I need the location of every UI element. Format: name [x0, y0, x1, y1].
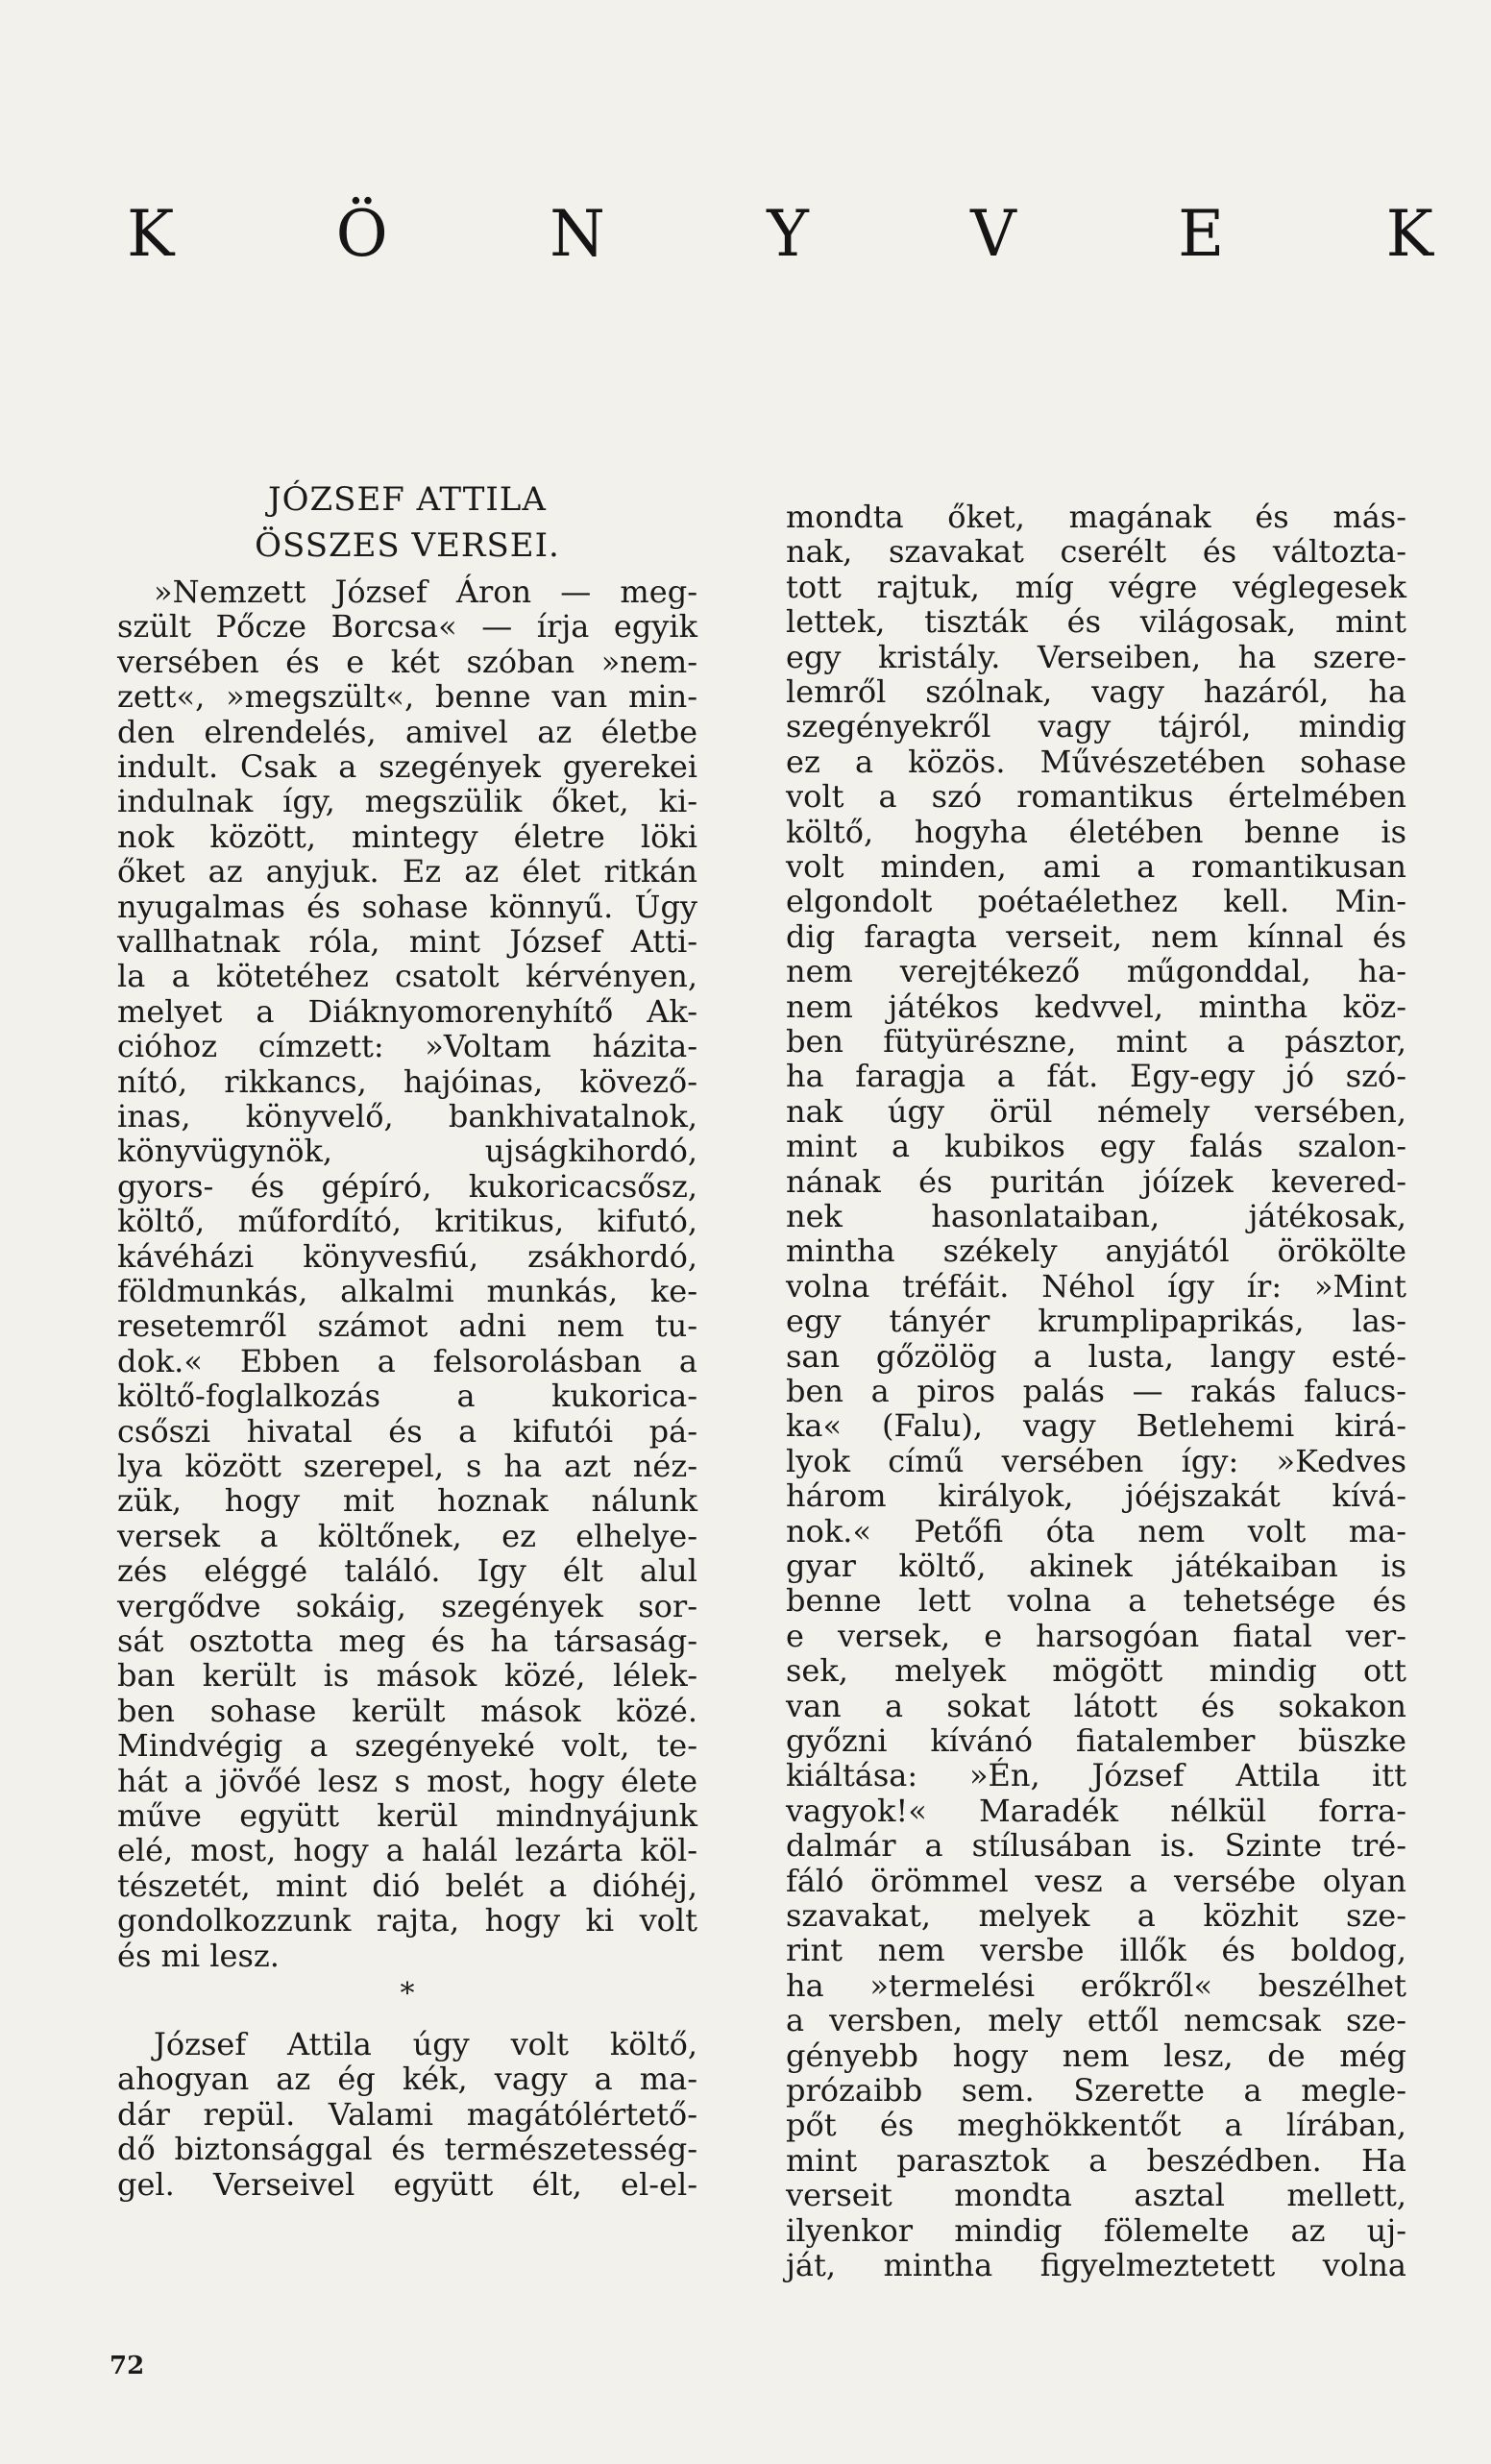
body-text-line: gyors- és gépíró, kukoricacsősz, [117, 1167, 697, 1205]
body-text-line: ben sohase került mások közé. [117, 1692, 697, 1729]
body-text-line: dalmár a stílusában is. Szinte tré- [786, 1827, 1406, 1865]
review-title-line: JÓZSEF ATTILA [268, 480, 547, 519]
body-text-line: vergődve sokáig, szegények sor- [117, 1587, 697, 1624]
body-text-line: sek, melyek mögött mindig ott [786, 1652, 1406, 1690]
body-text-line: nyugalmas és sohase könnyű. Úgy [117, 888, 697, 925]
body-text-line: ben fütyürészne, mint a pásztor, [786, 1023, 1406, 1060]
body-text-line: nek hasonlataiban, játékosak, [786, 1198, 1406, 1234]
body-text-line: elé, most, hogy a halál lezárta köl- [117, 1832, 697, 1869]
heading-letter: V [970, 197, 1016, 271]
heading-letter: K [127, 197, 175, 271]
body-text-line: nem verejtékező műgonddal, ha- [786, 953, 1406, 990]
body-text-line: elgondolt poétaélethez kell. Min- [786, 883, 1406, 920]
body-text-line: költő, műfordító, kritikus, kifutó, [117, 1203, 697, 1240]
body-text-line: dok.« Ebben a felsorolásban a [117, 1342, 697, 1379]
heading-letter: Ö [335, 197, 388, 271]
heading-letter: K [1385, 197, 1433, 271]
heading-letter: N [550, 197, 605, 271]
body-text-line: tészetét, mint dió belét a dióhéj, [117, 1866, 697, 1904]
body-text-line: gyar költő, akinek játékaiban is [786, 1548, 1406, 1584]
body-text-line: resetemről számot adni nem tu- [117, 1307, 697, 1345]
body-text-line: szegényekről vagy tájról, mindig [786, 708, 1406, 745]
body-text-line: gényebb hogy nem lesz, de még [786, 2037, 1406, 2074]
body-text-line: zett«, »megszült«, benne van min- [117, 678, 697, 716]
body-text-line: mint a kubikos egy falás szalon- [786, 1128, 1406, 1165]
body-text-line: nok között, mintegy életre löki [117, 817, 697, 855]
body-text-line: nak úgy örül némely versében, [786, 1092, 1406, 1130]
body-text-line: melyet a Diáknyomorenyhítő Ak- [117, 992, 697, 1030]
body-text-line: inas, könyvelő, bankhivatalnok, [117, 1098, 697, 1134]
body-text-line: nának és puritán jóízek kevered- [786, 1162, 1406, 1200]
body-text-line: lyok című versében így: »Kedves [786, 1442, 1406, 1479]
body-text-line: Mindvégig a szegényeké volt, te- [117, 1727, 697, 1765]
body-text-line: dig faragta verseit, nem kínnal és [786, 917, 1406, 955]
body-text-line: őket az anyjuk. Ez az élet ritkán [117, 853, 697, 890]
body-text-line: egy tányér krumplipaprikás, las- [786, 1303, 1406, 1340]
section-heading [127, 197, 1433, 271]
heading-letter: Y [767, 197, 809, 271]
body-text-line: cióhoz címzett: »Voltam házita- [117, 1028, 697, 1065]
body-text-line: lemről szólnak, vagy hazáról, ha [786, 673, 1406, 710]
body-text-line: dár repül. Valami magátólértető- [117, 2095, 697, 2133]
body-text-line: ját, mintha figyelmeztetett volna [786, 2247, 1406, 2283]
body-text-line: földmunkás, alkalmi munkás, ke- [117, 1273, 697, 1309]
body-text-line: gel. Verseivel együtt élt, el-el- [117, 2165, 697, 2203]
body-text-line: nító, rikkancs, hajóinas, kövező- [117, 1062, 697, 1100]
body-text-line: költő-foglalkozás a kukorica- [117, 1378, 697, 1415]
body-text-line: volt minden, ami a romantikusan [786, 848, 1406, 885]
body-text-line: indulnak így, megszülik őket, ki- [117, 783, 697, 820]
body-text-line: vallhatnak róla, mint József Atti- [117, 923, 697, 960]
body-text-line: csőszi hivatal és a kifutói pá- [117, 1412, 697, 1450]
body-text-line: verseit mondta asztal mellett, [786, 2177, 1406, 2214]
body-text-line: ilyenkor mindig fölemelte az uj- [786, 2211, 1406, 2249]
body-text-line: nak, szavakat cserélt és változta- [786, 533, 1406, 571]
review-title-line: ÖSSZES VERSEI. [255, 526, 560, 565]
body-text-line: vagyok!« Maradék nélkül forra- [786, 1792, 1406, 1829]
body-text-line: lettek, tiszták és világosak, mint [786, 603, 1406, 641]
body-text-line: József Attila úgy volt költő, [154, 2026, 697, 2062]
body-text-line: ha faragja a fát. Egy-egy jó szó- [786, 1058, 1406, 1095]
body-text-line: versében és e két szóban »nem- [117, 643, 697, 680]
body-text-line: volna tréfáit. Néhol így ír: »Mint [786, 1267, 1406, 1305]
body-text-line: ha »termelési erőkről« beszélhet [786, 1966, 1406, 2004]
body-text-line: den elrendelés, amivel az életbe [117, 713, 697, 750]
body-text-line: rint nem versbe illők és boldog, [786, 1932, 1406, 1969]
body-text-line: dő biztonsággal és természetesség- [117, 2131, 697, 2168]
body-text-line: volt a szó romantikus értelmében [786, 778, 1406, 816]
body-text-line: prózaibb sem. Szerette a megle- [786, 2072, 1406, 2109]
body-text-line: versek a költőnek, ez elhelye- [117, 1517, 697, 1554]
page-number: 72 [110, 2352, 145, 2380]
body-text-line: mintha székely anyjától örökölte [786, 1232, 1406, 1270]
body-text-line: győzni kívánó fiatalember büszke [786, 1722, 1406, 1759]
body-text-line: mondta őket, magának és más- [786, 499, 1406, 535]
body-text-line: van a sokat látott és sokakon [786, 1687, 1406, 1724]
body-text-line: benne lett volna a tehetsége és [786, 1582, 1406, 1620]
body-text-line: műve együtt kerül mindnyájunk [117, 1797, 697, 1834]
body-text-line: indult. Csak a szegények gyerekei [117, 748, 697, 785]
body-text-line: lya között szerepel, s ha azt néz- [117, 1448, 697, 1484]
body-text-line: nem játékos kedvvel, mintha köz- [786, 988, 1406, 1025]
body-text-line: san gőzölög a lusta, langy esté- [786, 1337, 1406, 1375]
body-text-line: zük, hogy mit hoznak nálunk [117, 1482, 697, 1520]
body-text-line: ka« (Falu), vagy Betlehemi kirá- [786, 1407, 1406, 1445]
body-text-line: nok.« Petőfi óta nem volt ma- [786, 1512, 1406, 1549]
heading-letter: E [1178, 197, 1225, 271]
body-text-line: fáló örömmel vesz a versébe olyan [786, 1862, 1406, 1899]
body-text-line: szült Pőcze Borcsa« — írja egyik [117, 608, 697, 646]
body-text-line: kiáltása: »Én, József Attila itt [786, 1757, 1406, 1794]
body-text-line: »Nemzett József Áron — meg- [154, 573, 697, 610]
body-text-line: zés eléggé találó. Igy élt alul [117, 1552, 697, 1590]
body-text-line: szavakat, melyek a közhit sze- [786, 1897, 1406, 1934]
body-text-line: sát osztotta meg és ha társaság- [117, 1622, 697, 1659]
body-text-line: egy kristály. Verseiben, ha szere- [786, 638, 1406, 675]
body-text-line: hát a jövőé lesz s most, hogy élete [117, 1762, 697, 1799]
body-text-line: pőt és meghökkentőt a lírában, [786, 2107, 1406, 2144]
body-text-line: és mi lesz. [117, 1937, 280, 1974]
body-text-line: la a kötetéhez csatolt kérvényen, [117, 958, 697, 995]
section-separator: * [400, 1977, 415, 2011]
body-text-line: e versek, e harsogóan fiatal ver- [786, 1617, 1406, 1654]
body-text-line: ban került is mások közé, lélek- [117, 1657, 697, 1695]
body-text-line: költő, hogyha életében benne is [786, 813, 1406, 850]
body-text-line: ben a piros palás — rakás falucs- [786, 1373, 1406, 1409]
body-text-line: ez a közös. Művészetében sohase [786, 743, 1406, 780]
body-text-line: tott rajtuk, míg végre véglegesek [786, 568, 1406, 605]
body-text-line: kávéházi könyvesfiú, zsákhordó, [117, 1237, 697, 1275]
body-text-line: mint parasztok a beszédben. Ha [786, 2141, 1406, 2179]
body-text-line: gondolkozzunk rajta, hogy ki volt [117, 1902, 697, 1939]
body-text-line: három királyok, jóéjszakát kívá- [786, 1477, 1406, 1515]
body-text-line: ahogyan az ég kék, vagy a ma- [117, 2061, 697, 2098]
body-text-line: a versben, mely ettől nemcsak sze- [786, 2002, 1406, 2039]
body-text-line: könyvügynök, ujságkihordó, [117, 1133, 697, 1170]
